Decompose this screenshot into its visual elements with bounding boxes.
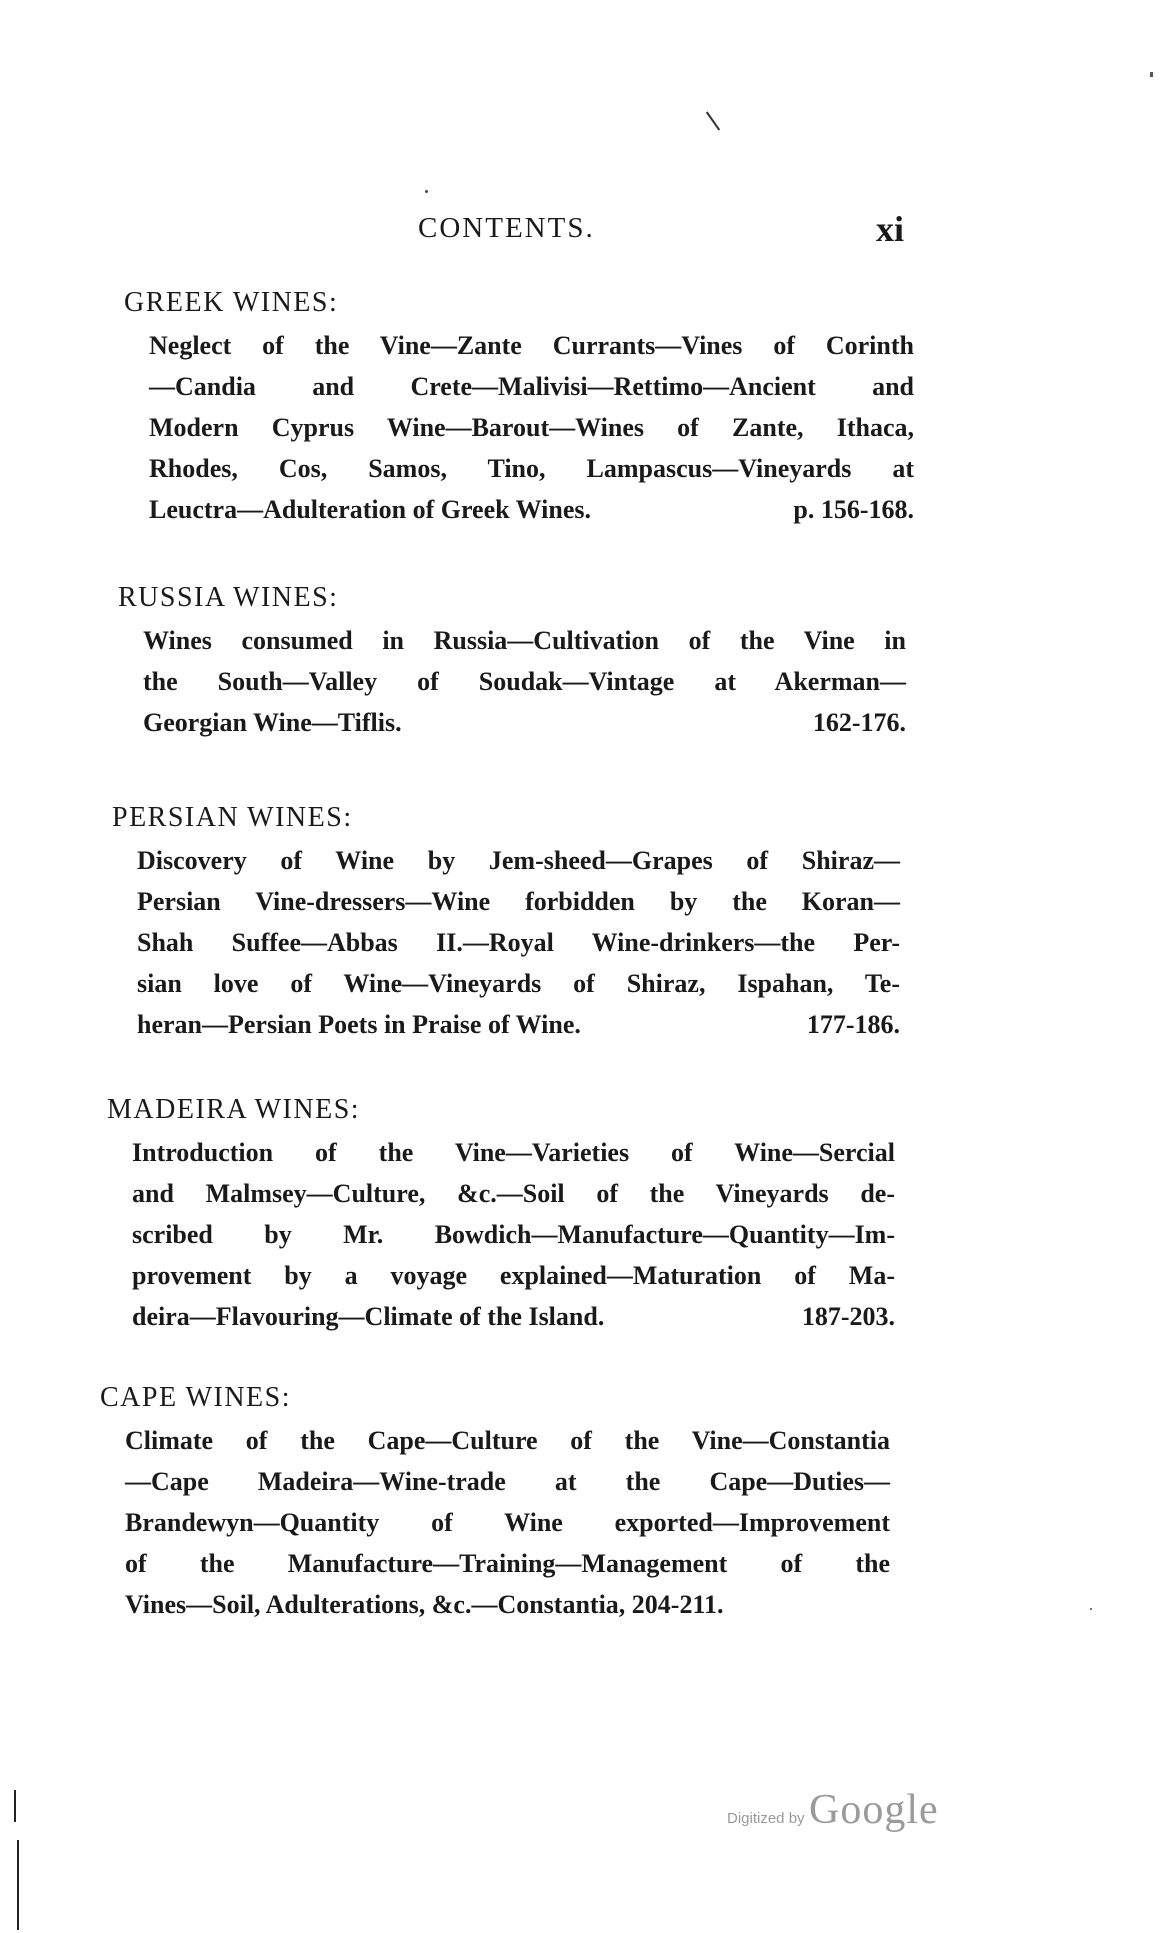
watermark-prefix: Digitized by bbox=[727, 1810, 805, 1827]
section-russia-wines bbox=[118, 580, 906, 743]
section-body bbox=[149, 325, 914, 530]
section-cape-wines bbox=[100, 1380, 890, 1625]
section-persian-wines bbox=[112, 800, 900, 1045]
body-line-last bbox=[125, 1584, 890, 1625]
body-line-last bbox=[137, 1004, 900, 1045]
body-line: Wines consumed in Russia—Cultivation of the Vine in bbox=[143, 626, 906, 655]
body-line: Georgian Wine—Tiflis. bbox=[143, 708, 402, 737]
body-line-last bbox=[132, 1296, 895, 1337]
body-line: of the Manufacture—Training—Management of the bbox=[125, 1549, 890, 1578]
page-range: 187-203. bbox=[801, 1302, 895, 1331]
section-body bbox=[137, 840, 900, 1045]
section-body bbox=[125, 1420, 890, 1625]
page-range: 177-186. bbox=[806, 1010, 900, 1039]
section-greek-wines bbox=[124, 285, 914, 530]
section-title: CAPE WINES: bbox=[100, 1382, 291, 1413]
body-line: Shah Suffee—Abbas II.—Royal Wine-drinkers—the Per- bbox=[137, 928, 900, 957]
section-title: MADEIRA WINES: bbox=[107, 1094, 361, 1125]
body-line: and Malmsey—Culture, &c.—Soil of the Vineyards de- bbox=[132, 1179, 895, 1208]
body-line: Persian Vine-dressers—Wine forbidden by the Koran— bbox=[137, 887, 900, 916]
body-line: provement by a voyage explained—Maturation of Ma- bbox=[132, 1261, 895, 1290]
body-line-last bbox=[143, 702, 906, 743]
scan-speck bbox=[1150, 72, 1153, 77]
section-madeira-wines bbox=[107, 1092, 895, 1337]
page-range: p. 156-168. bbox=[793, 495, 914, 524]
scan-speck bbox=[425, 190, 428, 193]
body-line: —Candia and Crete—Malivisi—Rettimo—Ancient and bbox=[149, 372, 914, 401]
body-line: Discovery of Wine by Jem-sheed—Grapes of Shiraz— bbox=[137, 846, 900, 875]
section-title: RUSSIA WINES: bbox=[118, 582, 339, 613]
page-number: xi bbox=[876, 209, 905, 249]
body-line: Rhodes, Cos, Samos, Tino, Lampascus—Vineyards at bbox=[149, 454, 914, 483]
scan-mark bbox=[706, 111, 720, 130]
section-body bbox=[143, 620, 906, 743]
body-line: Neglect of the Vine—Zante Currants—Vines of Corinth bbox=[149, 331, 914, 360]
scan-edge-line bbox=[17, 1840, 19, 1930]
section-title: GREEK WINES: bbox=[124, 287, 339, 318]
body-line: Leuctra—Adulteration of Greek Wines. bbox=[149, 495, 591, 524]
body-line: Vines—Soil, Adulterations, &c.—Constantia, 204-211. bbox=[125, 1590, 724, 1619]
body-line: deira—Flavouring—Climate of the Island. bbox=[132, 1302, 605, 1331]
running-head: CONTENTS. bbox=[418, 212, 595, 244]
body-line: the South—Valley of Soudak—Vintage at Akerman— bbox=[143, 667, 906, 696]
scan-edge-line bbox=[14, 1790, 16, 1822]
body-line: Climate of the Cape—Culture of the Vine—Constantia bbox=[125, 1426, 890, 1455]
body-line: Modern Cyprus Wine—Barout—Wines of Zante, Ithaca, bbox=[149, 413, 914, 442]
section-title: PERSIAN WINES: bbox=[112, 802, 353, 833]
body-line-last bbox=[149, 489, 914, 530]
digitized-watermark bbox=[727, 1786, 939, 1834]
section-body bbox=[132, 1132, 895, 1337]
page-range: 162-176. bbox=[812, 708, 906, 737]
body-line: scribed by Mr. Bowdich—Manufacture—Quantity—Im- bbox=[132, 1220, 895, 1249]
body-line: Brandewyn—Quantity of Wine exported—Improvement bbox=[125, 1508, 890, 1537]
scan-speck bbox=[1090, 1608, 1092, 1610]
body-line: —Cape Madeira—Wine-trade at the Cape—Duties— bbox=[125, 1467, 890, 1496]
body-line: sian love of Wine—Vineyards of Shiraz, Ispahan, Te- bbox=[137, 969, 900, 998]
body-line: Introduction of the Vine—Varieties of Wine—Sercial bbox=[132, 1138, 895, 1167]
body-line: heran—Persian Poets in Praise of Wine. bbox=[137, 1010, 581, 1039]
watermark-brand: Google bbox=[809, 1787, 939, 1833]
